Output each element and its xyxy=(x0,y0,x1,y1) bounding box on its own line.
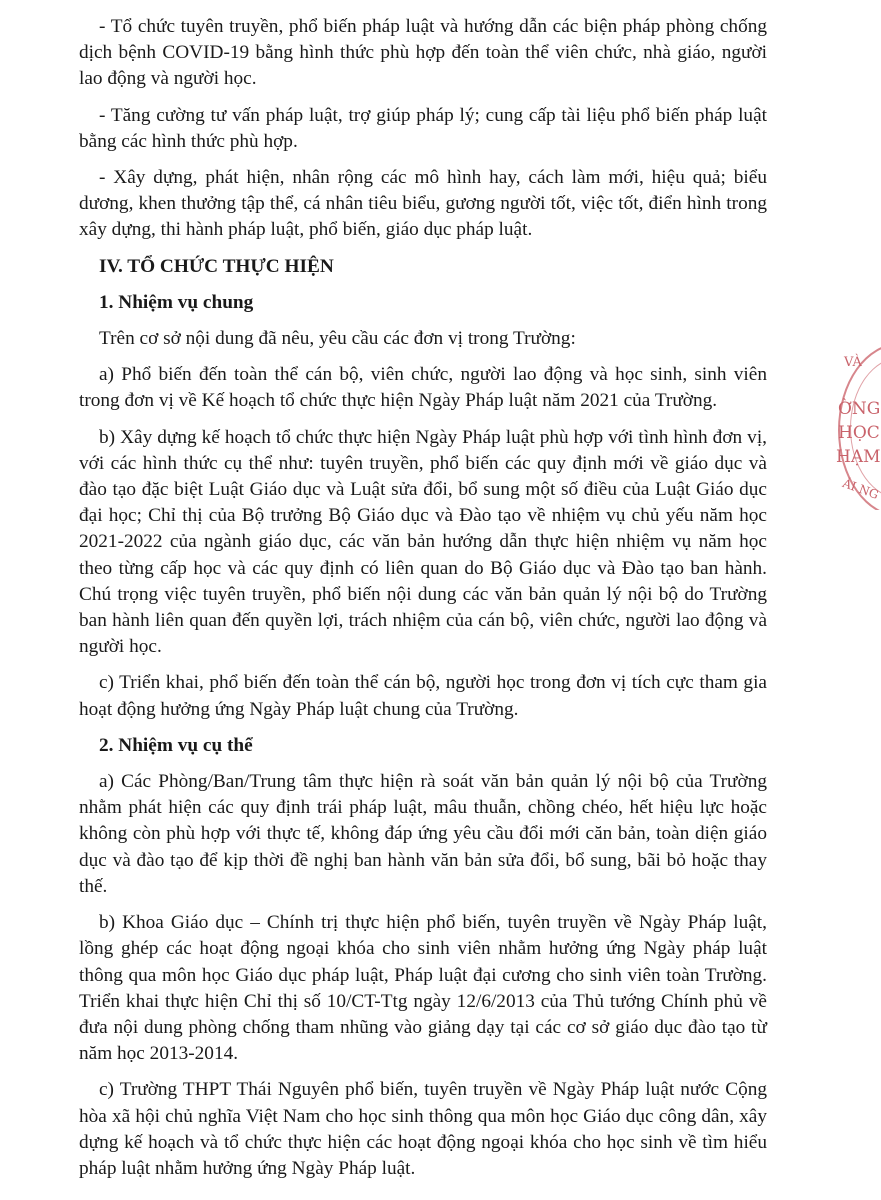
document-body xyxy=(79,14,767,1182)
paragraph-models: - Xây dựng, phát hiện, nhân rộng các mô hình hay, cách làm mới, hiệu quả; biểu dương, khen thưởng tập thể, cá nhân tiêu biểu, gương người tốt, việc tốt, điển hình trong xây dựng, thi hành pháp luật, phổ biến, giáo dục pháp luật. xyxy=(79,167,767,241)
paragraph-intro: Trên cơ sở nội dung đã nêu, yêu cầu các đơn vị trong Trường: xyxy=(99,328,576,350)
subheading-general-tasks: 1. Nhiệm vụ chung xyxy=(99,291,254,313)
paragraph-general-a: a) Phổ biến đến toàn thể cán bộ, viên chức, người lao động và học sinh, sinh viên trong đơn vị về Kế hoạch tổ chức thực hiện Ngày Pháp luật năm 2021 của Trường. xyxy=(79,364,767,412)
paragraph-general-b: b) Xây dựng kế hoạch tổ chức thực hiện Ngày Pháp luật phù hợp với tình hình đơn vị, với các hình thức cụ thể như: tuyên truyền, phổ biến các quy định mới về giáo dục và đào tạo đặc biệt Luật Giáo dục và Luật sửa đổi, bổ sung một số điều của Luật Giáo dục đại học; Chỉ thị của Bộ trưởng Bộ Giáo dục và Đào tạo về nhiệm vụ chủ yếu năm học 2021-2022 của ngành giáo dục, các văn bản hướng dẫn thực hiện nhiệm vụ năm học theo từng cấp học và các quy định có liên quan do Bộ Giáo dục và Đào tạo ban hành. Chú trọng việc tuyên truyền, phổ biến nội dung các văn bản quản lý nội bộ do Trường ban hành liên quan đến quyền lợi, trách nhiệm của cán bộ, viên chức, người lao động và người học. xyxy=(79,426,767,658)
seal-text-line: VÀ xyxy=(844,355,862,370)
red-seal-stamp xyxy=(830,345,881,510)
paragraph-specific-a: a) Các Phòng/Ban/Trung tâm thực hiện rà soát văn bản quản lý nội bộ của Trường nhằm phát hiện các quy định trái pháp luật, mâu thuẫn, chồng chéo, hết hiệu lực hoặc không còn phù hợp với thực tế, không đáp ứng yêu cầu đổi mới căn bản, toàn diện giáo dục và đào tạo để kịp thời đề nghị ban hành văn bản sửa đổi, bổ sung, bãi bỏ hoặc thay thế. xyxy=(79,771,767,897)
seal-text-line: HẠM xyxy=(836,447,881,467)
paragraph-specific-b: b) Khoa Giáo dục – Chính trị thực hiện phổ biến, tuyên truyền về Ngày Pháp luật, lồng ghép các hoạt động ngoại khóa cho sinh viên nhằm hưởng ứng Ngày pháp luật thông qua môn học Giáo dục pháp luật, Pháp luật đại cương cho sinh viên toàn Trường. Triển khai thực hiện Chỉ thị số 10/CT-Ttg ngày 12/6/2013 của Thủ tướng Chính phủ về đưa nội dung phòng chống tham nhũng vào giảng dạy tại các cơ sở giáo dục đào tạo từ năm học 2013-2014. xyxy=(79,912,767,1065)
seal-text-line: ÁI NG xyxy=(840,476,881,502)
paragraph-covid: - Tổ chức tuyên truyền, phổ biến pháp luật và hướng dẫn các biện pháp phòng chống dịch bệnh COVID-19 bằng hình thức phù hợp đến toàn thể viên chức, nhà giáo, người lao động và người học. xyxy=(79,16,767,90)
paragraph-general-c: c) Triển khai, phổ biến đến toàn thể cán bộ, người học trong đơn vị tích cực tham gia hoạt động hưởng ứng Ngày Pháp luật chung của Trường. xyxy=(79,672,767,720)
section-heading-iv: IV. TỔ CHỨC THỰC HIỆN xyxy=(99,255,334,277)
seal-text-line: HỌC xyxy=(838,423,880,443)
seal-text-line: ỜNG xyxy=(838,399,881,419)
paragraph-specific-c: c) Trường THPT Thái Nguyên phổ biến, tuyên truyền về Ngày Pháp luật nước Cộng hòa xã hội chủ nghĩa Việt Nam cho học sinh thông qua môn học Giáo dục công dân, xây dựng kế hoạch và tổ chức thực hiện các hoạt động ngoại khóa cho học sinh về tìm hiểu pháp luật nhằm hưởng ứng Ngày Pháp luật. xyxy=(79,1079,767,1179)
paragraph-legal-aid: - Tăng cường tư vấn pháp luật, trợ giúp pháp lý; cung cấp tài liệu phổ biến pháp luật bằng các hình thức phù hợp. xyxy=(79,104,767,152)
subheading-specific-tasks: 2. Nhiệm vụ cụ thể xyxy=(99,734,253,756)
